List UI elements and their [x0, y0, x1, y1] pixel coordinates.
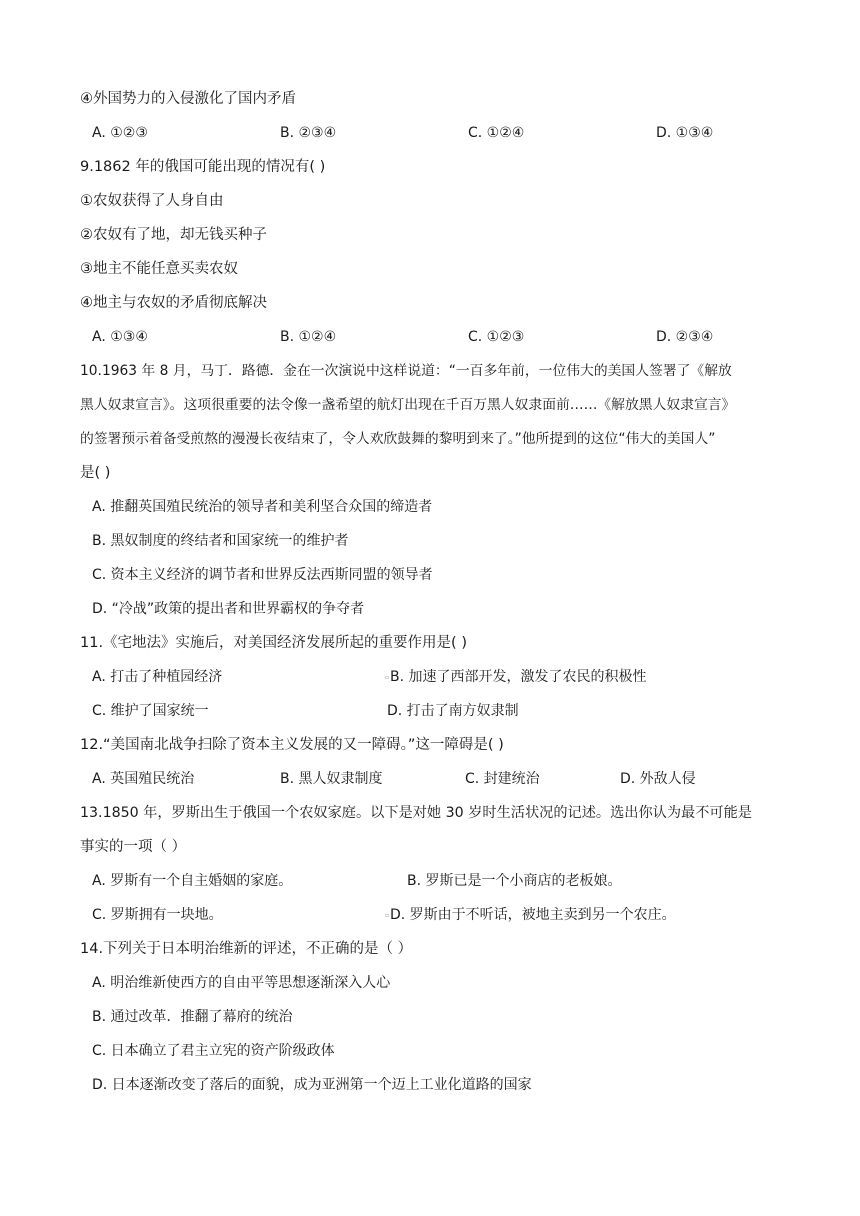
option-d: D. ②③④ [656, 329, 714, 345]
option-b: B. 黑奴制度的终结者和国家统一的维护者 [92, 533, 349, 549]
question-10-stem-line-3: 的签署预示着备受煎熬的漫漫长夜结束了，令人欢欣鼓舞的黎明到来了。”他所提到的这位“伟大的美国人” [80, 431, 716, 447]
statement-1: ①农奴获得了人身自由 [80, 193, 224, 209]
question-11-stem: 11.《宅地法》实施后，对美国经济发展所起的重要作用是( ) [80, 635, 467, 651]
option-c: C. ①②③ [468, 329, 525, 345]
question-10-stem-line-4: 是( ) [80, 465, 111, 481]
question-10-stem-line-2: 黑人奴隶宣言》。这项很重要的法令像一盏希望的航灯出现在千百万黑人奴隶面前……《解放黑人奴隶宣言》 [80, 397, 736, 413]
question-13-stem-line-1: 13.1850 年，罗斯出生于俄国一个农奴家庭。以下是对她 30 岁时生活状况的记述。选出你认为最不可能是 [80, 805, 752, 821]
question-14-stem: 14.下列关于日本明治维新的评述，不正确的是（ ） [80, 941, 413, 957]
statement-2: ②农奴有了地，却无钱买种子 [80, 227, 267, 243]
question-9-stem: 9.1862 年的俄国可能出现的情况有( ) [80, 159, 326, 175]
option-b: B. 罗斯已是一个小商店的老板娘。 [407, 873, 622, 889]
option-b: B. 通过改革．推翻了幕府的统治 [92, 1009, 293, 1025]
statement-3: ③地主不能任意买卖农奴 [80, 261, 238, 277]
option-b: B. ②③④ [280, 125, 337, 141]
option-a: A. ①③④ [92, 329, 148, 345]
option-a: A. 英国殖民统治 [92, 771, 195, 787]
option-a: A. 罗斯有一个自主婚姻的家庭。 [92, 873, 293, 889]
question-13-stem-line-2: 事实的一项（ ） [80, 839, 187, 855]
option-d: D. 外敌人侵 [620, 771, 696, 787]
option-b: B. ①②④ [280, 329, 337, 345]
option-d: D. “冷战”政策的提出者和世界霸权的争夺者 [92, 601, 365, 617]
option-b: B. 黑人奴隶制度 [280, 771, 383, 787]
option-b: B. 加速了西部开发，激发了农民的积极性 [390, 669, 647, 685]
option-d: D. 打击了南方奴隶制 [387, 703, 519, 719]
option-d: D. ①③④ [656, 125, 714, 141]
option-c: C. 罗斯拥有一块地。 [92, 907, 223, 923]
option-c: C. 封建统治 [465, 771, 540, 787]
question-10-stem-line-1: 10.1963 年 8 月，马丁．路德．金在一次演说中这样说道：“一百多年前，一位伟大的美国人签署了《解放 [80, 363, 732, 379]
option-c: C. 日本确立了君主立宪的资产阶级政体 [92, 1043, 335, 1059]
option-c: C. 维护了国家统一 [92, 703, 209, 719]
option-a: A. 推翻英国殖民统治的领导者和美利坚合众国的缔造者 [92, 499, 433, 515]
option-a: A. ①②③ [92, 125, 148, 141]
option-d: D. 日本逐渐改变了落后的面貌，成为亚洲第一个迈上工业化道路的国家 [92, 1077, 532, 1093]
question-12-stem: 12.“美国南北战争扫除了资本主义发展的又一障碍。”这一障碍是( ) [80, 737, 504, 753]
option-c: C. ①②④ [468, 125, 525, 141]
anchor-mark: ▫ [385, 674, 390, 681]
statement-4: ④地主与农奴的矛盾彻底解决 [80, 295, 267, 311]
anchor-mark: ▫ [385, 912, 390, 919]
option-c: C. 资本主义经济的调节者和世界反法西斯同盟的领导者 [92, 567, 433, 583]
option-a: A. 明治维新使西方的自由平等思想逐渐深入人心 [92, 975, 391, 991]
option-d: D. 罗斯由于不听话，被地主卖到另一个农庄。 [390, 907, 676, 923]
option-a: A. 打击了种植园经济 [92, 669, 223, 685]
statement-4: ④外国势力的入侵激化了国内矛盾 [80, 91, 296, 107]
